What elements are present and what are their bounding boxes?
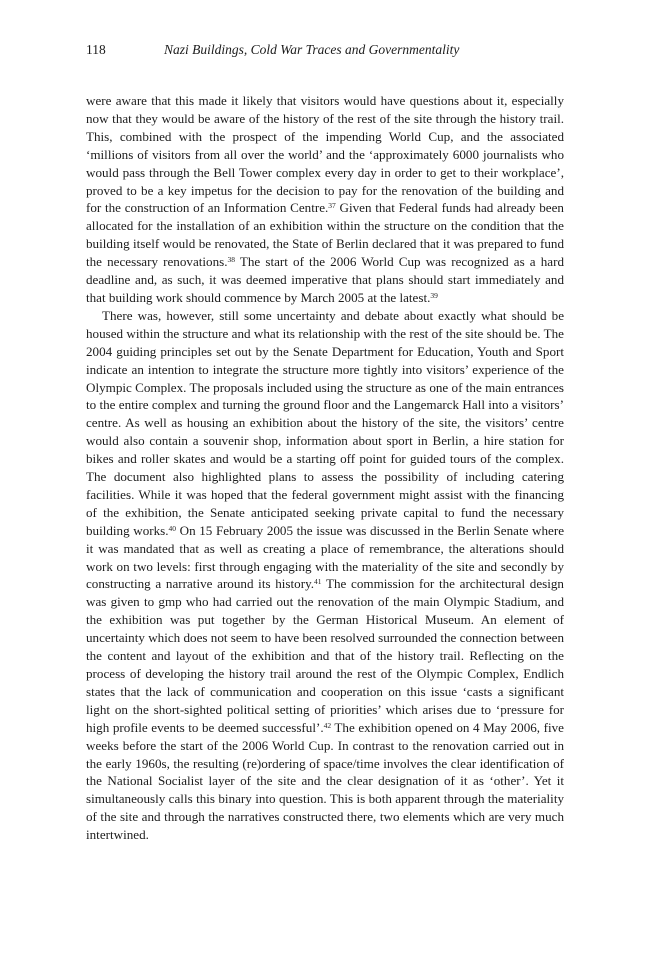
footnote-ref: 41 bbox=[314, 577, 322, 587]
paragraph bbox=[86, 307, 564, 844]
running-title: Nazi Buildings, Cold War Traces and Governmentality bbox=[164, 42, 460, 57]
text-run: The start of the 2006 World Cup was recognized as a hard deadline and, as such, it was deemed imperative that plans should start immediately and that building work should commence by March 2005 at the latest. bbox=[86, 254, 564, 305]
footnote-ref: 42 bbox=[323, 720, 332, 730]
footnote-ref: 40 bbox=[168, 523, 177, 533]
text-run: There was, however, still some uncertainty and debate about exactly what should be housed within the structure and what its relationship with the rest of the site should be. The 2004 guiding principles set out by the Senate Department for Education, Youth and Sport indicate an intention to integrate the structure more tightly into visitors’ experience of the Olympic Complex. The proposals included using the structure as one of the main entrances to the entire complex and turning the ground floor and the Langemarck Hall into a visitors’ centre. As well as housing an exhibition about the history of the site, the visitors’ centre would also contain a souvenir shop, information about sport in Berlin, a hire station for bikes and roller skates and would be a starting off point for guided tours of the complex. The document also highlighted plans to assess the possibility of including catering facilities. While it was hoped that the federal government might assist with the financing of the exhibition, the Senate anticipated seeking private capital to fund the necessary building works. bbox=[86, 307, 564, 538]
footnote-ref: 39 bbox=[430, 290, 438, 300]
footnote-ref: 38 bbox=[227, 255, 235, 265]
text-run: The exhibition opened on 4 May 2006, five weeks before the start of the 2006 World Cup. In contrast to the renovation carried out in the early 1960s, the resulting (re)ordering of space/time involves the clear identification of the National Socialist layer of the site and the clear designation of it as ‘other’. Yet it simultaneously calls this binary into question. This is both apparent through the materiality of the site and through the narratives constructed there, two elements which are very much intertwined. bbox=[86, 719, 564, 843]
text-run: Given that Federal funds had already been allocated for the installation of an exhibition within the structure on the condition that the building itself would be renovated, the State of Berlin declared that it was prepared to fund the necessary renovations. bbox=[86, 200, 564, 270]
text-run: On 15 February 2005 the issue was discussed in the Berlin Senate where it was mandated that as well as creating a place of remembrance, the alterations should work on two levels: first through engaging with the materiality of the site and secondly by constructing a narrative around its history. bbox=[86, 522, 565, 592]
page-number: 118 bbox=[86, 42, 106, 57]
text-run: were aware that this made it likely that visitors would have questions about it, especially now that they would be aware of the history of the rest of the site through the history trail. This, combined with the prospect of the impending World Cup, and the associated ‘millions of visitors from all over the world’ and the ‘approximately 6000 journalists who would pass through the Bell Tower complex every day in order to get to their workplace’, proved to be a key impetus for the decision to pay for the renovation of the building and for the construction of an Information Centre. bbox=[86, 93, 564, 216]
body-text bbox=[86, 92, 564, 844]
footnote-ref: 37 bbox=[328, 201, 336, 211]
text-run: The commission for the architectural design was given to gmp who had carried out the renovation of the main Olympic Stadium, and the exhibition was put together by the German Historical Museum. An element of uncertainty which does not seem to have been resolved surrounded the connection between the content and layout of the exhibition and that of the history trail. Reflecting on the process of developing the history trail around the rest of the Olympic Complex, Endlich states that the lack of communication and cooperation on this issue ‘casts a significant light on the short-sighted political setting of priorities’ which arises due to ‘pressure for high profile events to be deemed successful’. bbox=[86, 576, 564, 735]
paragraph bbox=[86, 92, 564, 307]
page-header bbox=[86, 42, 564, 62]
